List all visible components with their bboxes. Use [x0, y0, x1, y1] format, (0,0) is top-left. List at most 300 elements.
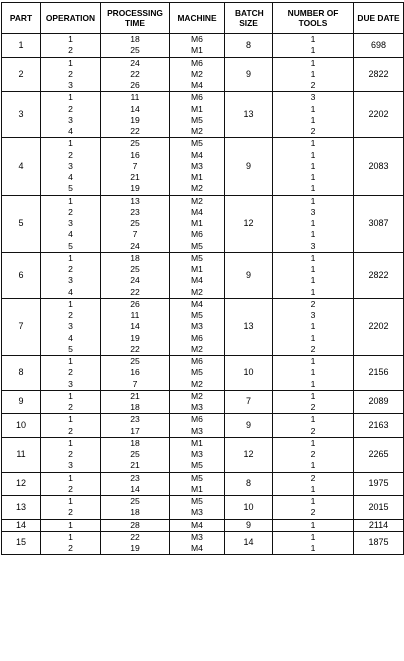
operation-cell: [41, 252, 101, 298]
batch-size-cell: 9: [225, 252, 273, 298]
number-of-tools-value: 1: [310, 275, 316, 286]
processing-time-value: 25: [130, 45, 140, 56]
operation-cell: [41, 414, 101, 438]
machine-value: M5: [191, 472, 203, 483]
operation-value: 3: [68, 160, 73, 171]
due-date-cell: 2202: [354, 298, 404, 355]
number-of-tools-value: 2: [310, 298, 316, 309]
number-of-tools-value: 1: [310, 460, 316, 471]
operation-value: 1: [68, 496, 73, 506]
machine-cell: [170, 519, 225, 531]
batch-size-cell: 13: [225, 298, 273, 355]
processing-time-cell: [101, 298, 170, 355]
machine-cell: [170, 34, 225, 58]
number-of-tools-value: 1: [310, 103, 316, 114]
processing-time-value: 7: [132, 160, 138, 171]
number-of-tools-value: 2: [310, 449, 316, 459]
table-row: [2, 437, 404, 472]
machine-cell: [170, 138, 225, 195]
processing-time-value: 28: [130, 519, 140, 530]
parts-schedule-table: [1, 2, 404, 555]
header-processing-time: PROCESSING TIME: [101, 3, 170, 34]
machine-value: M3: [191, 402, 203, 412]
part-cell: 1: [2, 34, 41, 58]
processing-time-cell: [101, 496, 170, 520]
number-of-tools-value: 1: [310, 543, 316, 553]
machine-value: M5: [191, 240, 203, 251]
machine-value: M1: [191, 45, 203, 56]
machine-value: M1: [191, 103, 203, 114]
machine-value: M5: [191, 138, 203, 149]
processing-time-value: 19: [130, 543, 140, 553]
table-row: [2, 472, 404, 496]
machine-value: M2: [191, 195, 203, 206]
number-of-tools-value: 1: [310, 45, 316, 56]
due-date-cell: 2202: [354, 92, 404, 138]
processing-time-value: 11: [130, 92, 140, 103]
machine-cell: [170, 496, 225, 520]
number-of-tools-value: 1: [310, 149, 316, 160]
processing-time-cell: [101, 92, 170, 138]
number-of-tools-value: 1: [310, 252, 316, 263]
due-date-cell: 2265: [354, 437, 404, 472]
machine-value: M3: [191, 425, 203, 436]
processing-time-cell: [101, 414, 170, 438]
batch-size-cell: 8: [225, 472, 273, 496]
machine-value: M3: [191, 160, 203, 171]
number-of-tools-cell: [273, 298, 354, 355]
table-row: [2, 34, 404, 58]
processing-time-value: 18: [130, 437, 140, 448]
machine-value: M5: [191, 252, 203, 263]
machine-value: M5: [191, 114, 203, 125]
machine-value: M1: [191, 218, 203, 228]
number-of-tools-value: 1: [310, 114, 316, 125]
number-of-tools-value: 1: [310, 195, 316, 206]
machine-value: M6: [191, 414, 203, 425]
operation-value: 1: [68, 138, 73, 149]
number-of-tools-cell: [273, 437, 354, 472]
operation-value: 4: [68, 332, 73, 343]
operation-value: 2: [68, 310, 73, 320]
number-of-tools-value: 3: [310, 92, 316, 103]
table-row: [2, 531, 404, 555]
number-of-tools-value: 1: [310, 414, 316, 425]
part-cell: 4: [2, 138, 41, 195]
number-of-tools-cell: [273, 531, 354, 555]
machine-value: M1: [191, 172, 203, 182]
processing-time-value: 11: [130, 310, 140, 320]
header-batch-size: BATCH SIZE: [225, 3, 273, 34]
operation-cell: [41, 356, 101, 391]
operation-value: 2: [68, 483, 73, 494]
machine-value: M3: [191, 531, 203, 542]
processing-time-cell: [101, 252, 170, 298]
part-cell: 2: [2, 57, 41, 92]
header-machine: MACHINE: [170, 3, 225, 34]
operation-cell: [41, 519, 101, 531]
machine-value: M4: [191, 149, 203, 160]
due-date-cell: 2163: [354, 414, 404, 438]
due-date-cell: 2015: [354, 496, 404, 520]
operation-value: 2: [68, 68, 73, 79]
processing-time-cell: [101, 138, 170, 195]
machine-value: M6: [191, 92, 203, 103]
machine-cell: [170, 252, 225, 298]
due-date-cell: 2822: [354, 252, 404, 298]
number-of-tools-value: 1: [310, 378, 316, 389]
number-of-tools-value: 1: [310, 332, 316, 343]
number-of-tools-cell: [273, 34, 354, 58]
number-of-tools-value: 1: [310, 483, 316, 494]
operation-value: 4: [68, 229, 73, 240]
number-of-tools-value: 2: [310, 402, 316, 412]
operation-cell: [41, 195, 101, 252]
operation-cell: [41, 92, 101, 138]
table-row: [2, 57, 404, 92]
machine-value: M2: [191, 390, 203, 401]
processing-time-value: 26: [130, 80, 140, 90]
number-of-tools-cell: [273, 92, 354, 138]
batch-size-cell: 9: [225, 138, 273, 195]
processing-time-value: 24: [130, 240, 140, 251]
table-row: [2, 356, 404, 391]
number-of-tools-cell: [273, 414, 354, 438]
header-part: PART: [2, 3, 41, 34]
part-cell: 14: [2, 519, 41, 531]
operation-value: 2: [68, 264, 73, 274]
operation-value: 1: [68, 414, 73, 425]
header-operation: OPERATION: [41, 3, 101, 34]
batch-size-cell: 12: [225, 437, 273, 472]
number-of-tools-value: 2: [310, 126, 316, 136]
operation-value: 5: [68, 240, 73, 251]
part-cell: 8: [2, 356, 41, 391]
machine-value: M5: [191, 310, 203, 320]
machine-cell: [170, 57, 225, 92]
part-cell: 3: [2, 92, 41, 138]
machine-cell: [170, 472, 225, 496]
number-of-tools-value: 1: [310, 218, 316, 228]
processing-time-value: 14: [130, 321, 140, 332]
operation-cell: [41, 437, 101, 472]
processing-time-value: 16: [130, 149, 140, 160]
processing-time-cell: [101, 437, 170, 472]
table-row: [2, 390, 404, 414]
number-of-tools-cell: [273, 356, 354, 391]
batch-size-cell: 9: [225, 414, 273, 438]
processing-time-value: 17: [130, 425, 140, 436]
number-of-tools-value: 1: [310, 34, 316, 44]
number-of-tools-value: 1: [310, 68, 316, 79]
processing-time-value: 18: [130, 34, 140, 44]
machine-cell: [170, 195, 225, 252]
header-row: [2, 3, 404, 34]
operation-value: 1: [68, 92, 73, 103]
operation-value: 3: [68, 460, 73, 471]
operation-value: 1: [68, 472, 73, 483]
machine-value: M6: [191, 57, 203, 68]
machine-value: M2: [191, 183, 203, 194]
operation-cell: [41, 138, 101, 195]
machine-value: M2: [191, 343, 203, 354]
batch-size-cell: 7: [225, 390, 273, 414]
machine-value: M4: [191, 275, 203, 286]
machine-value: M5: [191, 496, 203, 506]
machine-value: M2: [191, 378, 203, 389]
machine-value: M1: [191, 437, 203, 448]
processing-time-cell: [101, 195, 170, 252]
due-date-cell: 698: [354, 34, 404, 58]
header-number-of-tools: NUMBER OF TOOLS: [273, 3, 354, 34]
operation-value: 1: [68, 356, 73, 366]
table-row: [2, 92, 404, 138]
operation-value: 2: [68, 543, 73, 553]
machine-value: M6: [191, 229, 203, 240]
processing-time-value: 16: [130, 367, 140, 378]
number-of-tools-value: 2: [310, 343, 316, 354]
operation-value: 1: [68, 252, 73, 263]
processing-time-value: 25: [130, 449, 140, 459]
operation-value: 2: [68, 367, 73, 378]
machine-value: M5: [191, 367, 203, 378]
processing-time-value: 14: [130, 103, 140, 114]
machine-value: M4: [191, 298, 203, 309]
batch-size-cell: 10: [225, 356, 273, 391]
processing-time-cell: [101, 390, 170, 414]
due-date-cell: 2083: [354, 138, 404, 195]
number-of-tools-value: 2: [310, 425, 316, 436]
table-row: [2, 519, 404, 531]
processing-time-value: 19: [130, 114, 140, 125]
operation-value: 1: [68, 298, 73, 309]
operation-value: 2: [68, 449, 73, 459]
table-container: [1, 2, 403, 555]
processing-time-value: 24: [130, 57, 140, 68]
processing-time-value: 25: [130, 138, 140, 149]
processing-time-value: 23: [130, 206, 140, 217]
operation-value: 1: [68, 519, 73, 530]
processing-time-value: 26: [130, 298, 140, 309]
processing-time-value: 7: [132, 229, 138, 240]
processing-time-value: 14: [130, 483, 140, 494]
processing-time-value: 22: [130, 68, 140, 79]
number-of-tools-value: 1: [310, 172, 316, 182]
machine-cell: [170, 390, 225, 414]
number-of-tools-value: 1: [310, 531, 316, 542]
number-of-tools-value: 2: [310, 80, 316, 90]
processing-time-value: 25: [130, 264, 140, 274]
number-of-tools-value: 1: [310, 519, 316, 530]
table-row: [2, 195, 404, 252]
number-of-tools-value: 3: [310, 310, 316, 320]
operation-cell: [41, 34, 101, 58]
number-of-tools-cell: [273, 519, 354, 531]
machine-value: M2: [191, 126, 203, 136]
table-row: [2, 138, 404, 195]
table-header: [2, 3, 404, 34]
operation-value: 1: [68, 57, 73, 68]
due-date-cell: 2822: [354, 57, 404, 92]
number-of-tools-cell: [273, 496, 354, 520]
operation-cell: [41, 298, 101, 355]
machine-value: M4: [191, 519, 203, 530]
processing-time-cell: [101, 57, 170, 92]
part-cell: 5: [2, 195, 41, 252]
operation-cell: [41, 496, 101, 520]
part-cell: 15: [2, 531, 41, 555]
operation-value: 3: [68, 218, 73, 228]
batch-size-cell: 10: [225, 496, 273, 520]
number-of-tools-value: 3: [310, 206, 316, 217]
machine-cell: [170, 92, 225, 138]
batch-size-cell: 12: [225, 195, 273, 252]
part-cell: 10: [2, 414, 41, 438]
machine-value: M3: [191, 449, 203, 459]
processing-time-value: 18: [130, 507, 140, 518]
part-cell: 9: [2, 390, 41, 414]
batch-size-cell: 14: [225, 531, 273, 555]
processing-time-value: 18: [130, 252, 140, 263]
machine-value: M6: [191, 332, 203, 343]
operation-value: 2: [68, 507, 73, 518]
operation-value: 3: [68, 378, 73, 389]
operation-value: 4: [68, 126, 73, 136]
number-of-tools-cell: [273, 390, 354, 414]
operation-cell: [41, 390, 101, 414]
operation-value: 3: [68, 114, 73, 125]
number-of-tools-value: 2: [310, 507, 316, 518]
due-date-cell: 1975: [354, 472, 404, 496]
number-of-tools-value: 1: [310, 286, 316, 297]
due-date-cell: 2089: [354, 390, 404, 414]
operation-value: 2: [68, 103, 73, 114]
operation-value: 1: [68, 531, 73, 542]
number-of-tools-value: 1: [310, 496, 316, 506]
operation-cell: [41, 531, 101, 555]
processing-time-value: 18: [130, 402, 140, 412]
table-body: [2, 34, 404, 555]
operation-value: 3: [68, 80, 73, 90]
batch-size-cell: 13: [225, 92, 273, 138]
operation-value: 2: [68, 402, 73, 412]
machine-value: M3: [191, 507, 203, 518]
operation-value: 1: [68, 390, 73, 401]
processing-time-cell: [101, 356, 170, 391]
table-row: [2, 298, 404, 355]
number-of-tools-value: 1: [310, 183, 316, 194]
operation-value: 3: [68, 275, 73, 286]
batch-size-cell: 9: [225, 57, 273, 92]
number-of-tools-value: 1: [310, 437, 316, 448]
processing-time-value: 23: [130, 414, 140, 425]
number-of-tools-value: 2: [310, 472, 316, 483]
number-of-tools-value: 1: [310, 356, 316, 366]
operation-value: 2: [68, 149, 73, 160]
operation-value: 2: [68, 45, 73, 56]
processing-time-value: 25: [130, 218, 140, 228]
processing-time-value: 7: [132, 378, 138, 389]
header-due-date: DUE DATE: [354, 3, 404, 34]
number-of-tools-value: 1: [310, 390, 316, 401]
machine-cell: [170, 437, 225, 472]
machine-value: M1: [191, 264, 203, 274]
processing-time-value: 22: [130, 126, 140, 136]
operation-value: 4: [68, 172, 73, 182]
number-of-tools-value: 1: [310, 138, 316, 149]
part-cell: 7: [2, 298, 41, 355]
processing-time-cell: [101, 34, 170, 58]
due-date-cell: 2114: [354, 519, 404, 531]
operation-cell: [41, 472, 101, 496]
machine-cell: [170, 298, 225, 355]
processing-time-cell: [101, 472, 170, 496]
processing-time-value: 19: [130, 332, 140, 343]
processing-time-value: 23: [130, 472, 140, 483]
number-of-tools-value: 1: [310, 321, 316, 332]
operation-cell: [41, 57, 101, 92]
number-of-tools-cell: [273, 195, 354, 252]
processing-time-cell: [101, 519, 170, 531]
number-of-tools-value: 1: [310, 264, 316, 274]
machine-value: M4: [191, 206, 203, 217]
number-of-tools-cell: [273, 138, 354, 195]
processing-time-value: 13: [130, 195, 140, 206]
processing-time-value: 21: [130, 460, 140, 471]
part-cell: 13: [2, 496, 41, 520]
machine-value: M5: [191, 460, 203, 471]
machine-value: M3: [191, 321, 203, 332]
machine-value: M2: [191, 68, 203, 79]
number-of-tools-value: 3: [310, 240, 316, 251]
processing-time-value: 25: [130, 356, 140, 366]
machine-value: M6: [191, 356, 203, 366]
number-of-tools-cell: [273, 472, 354, 496]
processing-time-value: 22: [130, 531, 140, 542]
operation-value: 1: [68, 34, 73, 44]
operation-value: 2: [68, 206, 73, 217]
due-date-cell: 1875: [354, 531, 404, 555]
table-row: [2, 496, 404, 520]
machine-value: M4: [191, 80, 203, 90]
machine-cell: [170, 356, 225, 391]
machine-value: M1: [191, 483, 203, 494]
table-row: [2, 252, 404, 298]
due-date-cell: 3087: [354, 195, 404, 252]
operation-value: 3: [68, 321, 73, 332]
number-of-tools-value: 1: [310, 229, 316, 240]
processing-time-value: 19: [130, 183, 140, 194]
machine-cell: [170, 414, 225, 438]
operation-value: 2: [68, 425, 73, 436]
part-cell: 11: [2, 437, 41, 472]
machine-value: M2: [191, 286, 203, 297]
processing-time-value: 24: [130, 275, 140, 286]
part-cell: 6: [2, 252, 41, 298]
number-of-tools-cell: [273, 252, 354, 298]
processing-time-value: 22: [130, 343, 140, 354]
table-row: [2, 414, 404, 438]
due-date-cell: 2156: [354, 356, 404, 391]
operation-value: 4: [68, 286, 73, 297]
machine-cell: [170, 531, 225, 555]
operation-value: 5: [68, 183, 73, 194]
batch-size-cell: 9: [225, 519, 273, 531]
number-of-tools-value: 1: [310, 160, 316, 171]
processing-time-value: 22: [130, 286, 140, 297]
part-cell: 12: [2, 472, 41, 496]
operation-value: 1: [68, 195, 73, 206]
